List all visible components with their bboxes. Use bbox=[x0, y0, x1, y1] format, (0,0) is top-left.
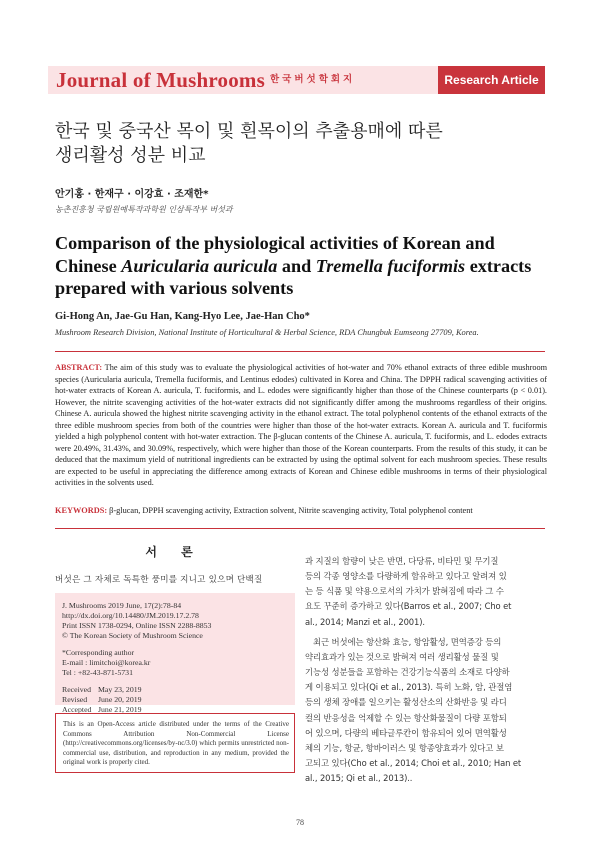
keywords-label: KEYWORDS: bbox=[55, 506, 108, 515]
journal-name: Journal of Mushrooms bbox=[56, 68, 265, 92]
body-line: 과 지질의 함량이 낮은 반면, 다당류, 비타민 및 무기질 bbox=[305, 556, 499, 566]
species-name: Tremella fuciformis bbox=[315, 255, 466, 276]
body-line: 는 등 식품 및 약용으로서의 가치가 밝혀짐에 따라 그 수 bbox=[305, 586, 504, 597]
citation: J. Mushrooms 2019 June, 17(2):78-84 bbox=[62, 601, 182, 610]
date-value: June 20, 2019 bbox=[98, 695, 142, 704]
telephone: Tel : +82-43-871-5731 bbox=[62, 668, 133, 677]
issn: Print ISSN 1738-0294, Online ISSN 2288-8853 bbox=[62, 621, 212, 630]
open-access-text: This is an Open-Access article distributed under the terms of the Creative Commons Attribution Non-Commercial License (http://creativecommons.org/licenses/by-nc/3.0) which permits unrestricted non-commercial use, distribution, and reproduction in any medium, provided the original work is properly cited. bbox=[63, 720, 289, 767]
body-line: 어 있으며, 다량의 베타글루칸이 함유되어 있어 면역활성 bbox=[305, 727, 507, 738]
date-label: Revised bbox=[62, 695, 88, 704]
intro-left-text: 버섯은 그 자체로 독특한 풍미를 지니고 있으며 단백질 bbox=[55, 575, 263, 585]
divider bbox=[55, 528, 545, 529]
body-line: 등의 각종 영양소를 다량하게 함유하고 있다고 알려져 있 bbox=[305, 571, 507, 582]
page-number: 78 bbox=[296, 818, 304, 827]
english-authors: Gi-Hong An, Jae-Gu Han, Kang-Hyo Lee, Jae-Han Cho* bbox=[55, 311, 310, 322]
open-access-box bbox=[55, 713, 295, 773]
english-title bbox=[55, 232, 555, 300]
korean-title bbox=[55, 120, 555, 168]
date-value: May 23, 2019 bbox=[98, 685, 142, 694]
section-heading-introduction: 서 론 bbox=[145, 545, 203, 559]
body-line: 컬의 반응성을 억제할 수 있는 항산화물질이 다량 포함되 bbox=[305, 712, 507, 723]
date-label: Accepted bbox=[62, 705, 92, 714]
title-segment: Chinese bbox=[55, 255, 122, 276]
body-line: al., 2015; Qi et al., 2013).. bbox=[305, 773, 413, 784]
body-line: 약리효과가 있는 것으로 밝혀져 여러 생리활성 물질 및 bbox=[305, 651, 499, 662]
korean-title-line: 한국 및 중국산 목이 및 흰목이의 추출용매에 따른 bbox=[55, 121, 443, 142]
keywords-text: β-glucan, DPPH scavenging activity, Extraction solvent, Nitrite scavenging activity, Total polyphenol content bbox=[107, 506, 473, 515]
title-segment: extracts bbox=[465, 255, 532, 276]
doi-link[interactable]: http://dx.doi.org/10.14480/JM.2019.17.2.78 bbox=[62, 611, 199, 620]
korean-affiliation: 농촌진흥청 국립원예특작과학원 인삼특작부 버섯과 bbox=[55, 205, 233, 214]
body-line: 기능성 성분들을 포함하는 건강기능식품의 소재로 다양하 bbox=[305, 667, 510, 678]
intro-right-column bbox=[305, 554, 549, 786]
body-line: 요도 꾸준히 증가하고 있다(Barros et al., 2007; Cho et bbox=[305, 601, 512, 612]
article-dates bbox=[62, 685, 290, 715]
species-name: Auricularia auricula bbox=[121, 255, 278, 276]
divider bbox=[55, 351, 545, 352]
article-info-box bbox=[55, 593, 295, 714]
korean-title-line: 생리활성 성분 비교 bbox=[55, 145, 206, 166]
corresponding-author: *Corresponding author bbox=[62, 648, 135, 657]
date-label: Received bbox=[62, 685, 92, 694]
society-name-korean: 한국버섯학회지 bbox=[270, 74, 356, 85]
english-title-line: Comparison of the physiological activities of Korean and bbox=[55, 233, 495, 253]
body-line: 고되고 있다(Cho et al., 2014; Choi et al., 2010; Han et bbox=[305, 758, 522, 769]
title-segment: and bbox=[277, 255, 316, 276]
english-title-line bbox=[55, 255, 555, 278]
keywords bbox=[55, 506, 547, 515]
body-line: 최근 버섯에는 항산화 효능, 항암활성, 면역증강 등의 bbox=[313, 636, 502, 647]
body-line: al., 2014; Manzi et al., 2001). bbox=[305, 616, 425, 627]
copyright: © The Korean Society of Mushroom Science bbox=[62, 631, 203, 640]
date-value: June 21, 2019 bbox=[98, 705, 142, 714]
abstract-text: The aim of this study was to evaluate the physiological activities of hot-water and 70% ethanol extracts of three edible mushroom species (Auricularia auricula, Tremella fuciformis, and Lentinus edodes) cultivated in Korea and China. The DPPH radical scavenging activities of hot-water extracts of Korean A. auricula, T. fuciformis, and L. edodes were significantly higher than those of the Chinese counterparts (p < 0.01). However, the nitrite scavenging activities of the hot-water extracts did not significantly differ among the mushrooms regardless of their origins. Chinese A. auricula showed the highest nitrite scavenging activity in the ethanol extract. The total polyphenol contents of the ethanol extracts of the three edible mushroom species from both of the countries were higher than those of the hot-water extracts. Korean A. auricula and T. fuciformis yielded a high polyphenol content with hot-water extraction. The β-glucan contents of the Chinese A. auricula, T. fuciformis, and L. edodes extracts were 20.49%, 31.43%, and 30.09%, respectively, which were higher than those of the Korean counterparts. From the results of this study, it can be deduced that the maximum yield of nutritional ingredients can be extracted by using the optimal solvent for each mushroom species. These results are expected to be useful in appreciating the difference among extracts of Korean and Chinese edible mushrooms in terms of their physiological activities in the solvents used. bbox=[55, 363, 547, 487]
body-line: 체의 기능, 항균, 항바이러스 및 항종양효과가 있다고 보 bbox=[305, 742, 504, 753]
article-type-badge: Research Article bbox=[438, 66, 545, 94]
email[interactable]: E-mail : limitchoi@korea.kr bbox=[62, 658, 151, 667]
abstract-label: ABSTRACT: bbox=[55, 363, 103, 372]
date-row bbox=[62, 695, 290, 705]
abstract bbox=[55, 362, 547, 489]
body-line: 게 이용되고 있다(Qi et al., 2013). 특히 노화, 암, 관절염 bbox=[305, 682, 513, 693]
english-title-line: prepared with various solvents bbox=[55, 278, 294, 298]
english-affiliation: Mushroom Research Division, National Institute of Horticultural & Herbal Science, RDA Chungbuk Eumseong 27709, Korea. bbox=[55, 328, 479, 337]
korean-authors: 안기홍 · 한재구 · 이강효 · 조재한* bbox=[55, 189, 209, 200]
body-line: 등의 생체 장애를 일으키는 활성산소의 산화반응 및 라디 bbox=[305, 697, 507, 708]
date-row bbox=[62, 685, 290, 695]
